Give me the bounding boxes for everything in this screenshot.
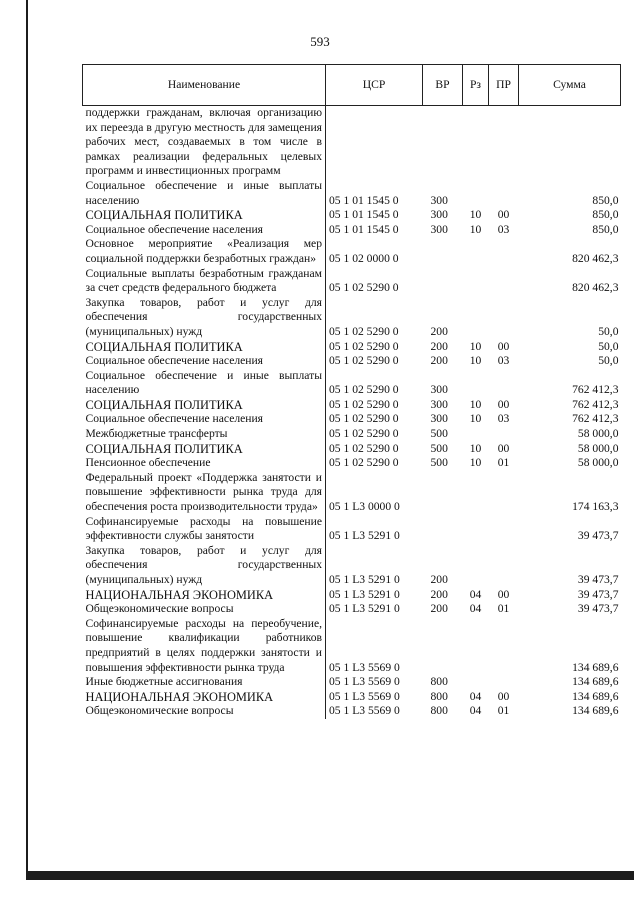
cell-pr: 00 bbox=[497, 339, 510, 353]
cell-vr: 800 bbox=[430, 704, 448, 718]
cell-rz: 10 bbox=[469, 208, 482, 222]
cell-rz: 10 bbox=[469, 222, 482, 236]
cell-vr bbox=[423, 471, 463, 515]
cell-sum: 50,0 bbox=[598, 354, 619, 368]
cell-pr: 01 bbox=[497, 456, 510, 470]
cell-name: Общеэкономические вопросы bbox=[83, 602, 326, 617]
table-row bbox=[83, 179, 621, 208]
cell-csr: 05 1 02 5290 0 bbox=[329, 441, 399, 455]
table-row bbox=[83, 617, 621, 675]
cell-pr: 00 bbox=[497, 397, 510, 411]
cell-csr: 05 1 02 5290 0 bbox=[329, 383, 399, 397]
cell-pr: 00 bbox=[497, 587, 510, 601]
cell-rz bbox=[463, 369, 489, 398]
table-row bbox=[83, 106, 621, 179]
table-row bbox=[83, 427, 621, 442]
cell-pr bbox=[489, 427, 519, 442]
cell-sum: 850,0 bbox=[592, 208, 619, 222]
cell-rz: 10 bbox=[469, 397, 482, 411]
cell-csr: 05 1 L3 5291 0 bbox=[329, 573, 400, 586]
cell-csr: 05 1 L3 5291 0 bbox=[329, 602, 400, 616]
cell-csr: 05 1 L3 5291 0 bbox=[329, 529, 400, 543]
page-number: 593 bbox=[310, 34, 330, 49]
cell-sum: 134 689,6 bbox=[572, 660, 619, 674]
cell-csr: 05 1 02 0000 0 bbox=[329, 251, 399, 265]
header-rz: Рз bbox=[463, 65, 489, 106]
cell-csr: 05 1 02 5290 0 bbox=[329, 412, 399, 426]
cell-pr: 00 bbox=[497, 689, 510, 703]
cell-name: СОЦИАЛЬНАЯ ПОЛИТИКА bbox=[83, 208, 326, 223]
table-body bbox=[83, 106, 621, 719]
cell-name: Софинансируемые расходы на переобучение, повышение квалификации работников предприятий в целях поддержки занятости и повышения эффективности рынка труда bbox=[83, 617, 326, 675]
cell-sum: 762 412,3 bbox=[572, 412, 619, 426]
cell-csr: 05 1 01 1545 0 bbox=[329, 222, 399, 236]
cell-sum: 820 462,3 bbox=[572, 281, 619, 295]
cell-sum: 762 412,3 bbox=[572, 383, 619, 397]
cell-csr: 05 1 L3 0000 0 bbox=[329, 500, 400, 514]
cell-vr: 300 bbox=[430, 222, 448, 236]
cell-sum bbox=[519, 106, 621, 179]
cell-rz: 04 bbox=[469, 689, 482, 703]
cell-csr: 05 1 01 1545 0 bbox=[329, 208, 399, 222]
cell-rz: 04 bbox=[469, 587, 482, 601]
cell-vr: 300 bbox=[430, 193, 448, 207]
cell-name: СОЦИАЛЬНАЯ ПОЛИТИКА bbox=[83, 340, 326, 355]
cell-rz: 10 bbox=[469, 354, 482, 368]
table-row bbox=[83, 369, 621, 398]
header-vr: ВР bbox=[423, 65, 463, 106]
table-row bbox=[83, 267, 621, 296]
cell-name: Закупка товаров, работ и услуг для обеспечения государственных (муниципальных) нужд bbox=[83, 296, 326, 340]
cell-pr bbox=[489, 106, 519, 179]
table-row bbox=[83, 354, 621, 369]
cell-sum: 850,0 bbox=[592, 193, 619, 207]
cell-rz bbox=[463, 267, 489, 296]
table-header bbox=[83, 65, 621, 106]
cell-name: Общеэкономические вопросы bbox=[83, 704, 326, 719]
cell-vr: 200 bbox=[430, 324, 448, 338]
cell-csr: 05 1 L3 5569 0 bbox=[329, 675, 400, 689]
cell-vr: 200 bbox=[430, 339, 448, 353]
cell-name: Социальное обеспечение и иные выплаты населению bbox=[83, 369, 326, 398]
cell-vr: 800 bbox=[430, 689, 448, 703]
cell-csr: 05 1 02 5290 0 bbox=[329, 397, 399, 411]
cell-pr bbox=[489, 296, 519, 340]
cell-pr bbox=[489, 544, 519, 588]
table-row bbox=[83, 398, 621, 413]
cell-name: Федеральный проект «Поддержка занятости и повышение эффективности рынка труда для обеспечения роста производительности труда» bbox=[83, 471, 326, 515]
cell-csr: 05 1 L3 5569 0 bbox=[329, 660, 400, 674]
cell-vr: 800 bbox=[430, 675, 448, 689]
table-row bbox=[83, 237, 621, 266]
cell-sum: 820 462,3 bbox=[572, 251, 619, 265]
cell-pr bbox=[489, 179, 519, 208]
header-row bbox=[83, 65, 621, 106]
cell-name: Основное мероприятие «Реализация мер социальной поддержки безработных граждан» bbox=[83, 237, 326, 266]
table-row bbox=[83, 602, 621, 617]
table-row bbox=[83, 223, 621, 238]
cell-sum: 58 000,0 bbox=[577, 456, 619, 470]
cell-rz bbox=[463, 617, 489, 675]
table-row bbox=[83, 515, 621, 544]
cell-name: поддержки гражданам, включая организацию их переезда в другую местность для замещения рабочих мест, создаваемых в том числе в рамках реализации федеральных целевых программ и инвестиционных программ bbox=[83, 106, 326, 179]
cell-pr bbox=[489, 617, 519, 675]
header-csr: ЦСР bbox=[326, 65, 423, 106]
table-row bbox=[83, 340, 621, 355]
cell-sum: 134 689,6 bbox=[572, 704, 619, 718]
cell-sum: 850,0 bbox=[592, 222, 619, 236]
cell-name: СОЦИАЛЬНАЯ ПОЛИТИКА bbox=[83, 442, 326, 457]
cell-name: НАЦИОНАЛЬНАЯ ЭКОНОМИКА bbox=[83, 588, 326, 603]
cell-rz bbox=[463, 544, 489, 588]
cell-vr bbox=[423, 267, 463, 296]
cell-pr bbox=[489, 515, 519, 544]
table-row bbox=[83, 296, 621, 340]
table-row bbox=[83, 471, 621, 515]
cell-sum: 58 000,0 bbox=[577, 441, 619, 455]
cell-pr: 00 bbox=[497, 441, 510, 455]
cell-name: Иные бюджетные ассигнования bbox=[83, 675, 326, 690]
table-row bbox=[83, 442, 621, 457]
cell-name: Социальное обеспечение и иные выплаты населению bbox=[83, 179, 326, 208]
cell-vr: 200 bbox=[430, 354, 448, 368]
cell-pr: 03 bbox=[497, 412, 510, 426]
cell-name: СОЦИАЛЬНАЯ ПОЛИТИКА bbox=[83, 398, 326, 413]
cell-csr: 05 1 02 5290 0 bbox=[329, 456, 399, 470]
cell-vr bbox=[423, 106, 463, 179]
cell-sum: 50,0 bbox=[598, 324, 619, 338]
cell-vr: 300 bbox=[430, 397, 448, 411]
cell-vr bbox=[423, 617, 463, 675]
header-name: Наименование bbox=[83, 65, 326, 106]
cell-sum: 134 689,6 bbox=[572, 689, 619, 703]
cell-vr: 200 bbox=[430, 587, 448, 601]
table-row bbox=[83, 544, 621, 588]
cell-vr: 200 bbox=[430, 602, 448, 616]
cell-csr: 05 1 L3 5569 0 bbox=[329, 704, 400, 718]
cell-csr: 05 1 02 5290 0 bbox=[329, 354, 399, 368]
cell-pr: 03 bbox=[497, 354, 510, 368]
scan-edge-left bbox=[26, 0, 28, 880]
cell-sum: 39 473,7 bbox=[577, 529, 619, 543]
cell-rz bbox=[463, 179, 489, 208]
cell-rz bbox=[463, 106, 489, 179]
table-row bbox=[83, 588, 621, 603]
cell-rz: 10 bbox=[469, 456, 482, 470]
table-row bbox=[83, 690, 621, 705]
cell-vr bbox=[423, 515, 463, 544]
cell-name: Закупка товаров, работ и услуг для обеспечения государственных (муниципальных) нужд bbox=[83, 544, 326, 588]
cell-name: Социальное обеспечение населения bbox=[83, 412, 326, 427]
cell-sum: 58 000,0 bbox=[577, 427, 619, 441]
cell-name: Пенсионное обеспечение bbox=[83, 456, 326, 471]
table-row bbox=[83, 412, 621, 427]
cell-rz: 10 bbox=[469, 441, 482, 455]
table-row bbox=[83, 704, 621, 719]
header-pr: ПР bbox=[489, 65, 519, 106]
cell-rz bbox=[463, 237, 489, 266]
cell-vr: 300 bbox=[430, 383, 448, 397]
cell-rz: 04 bbox=[469, 602, 482, 616]
cell-name: Социальные выплаты безработным гражданам за счет средств федерального бюджета bbox=[83, 267, 326, 296]
cell-pr bbox=[489, 471, 519, 515]
cell-vr bbox=[423, 237, 463, 266]
cell-sum: 39 473,7 bbox=[577, 602, 619, 616]
cell-vr: 500 bbox=[430, 427, 448, 441]
budget-table bbox=[82, 64, 621, 719]
cell-sum: 762 412,3 bbox=[572, 397, 619, 411]
cell-rz: 04 bbox=[469, 704, 482, 718]
cell-vr: 300 bbox=[430, 208, 448, 222]
cell-name: НАЦИОНАЛЬНАЯ ЭКОНОМИКА bbox=[83, 690, 326, 705]
cell-pr: 01 bbox=[497, 602, 510, 616]
cell-name: Софинансируемые расходы на повышение эффективности службы занятости bbox=[83, 515, 326, 544]
cell-csr: 05 1 L3 5569 0 bbox=[329, 689, 400, 703]
cell-sum: 174 163,3 bbox=[572, 500, 619, 514]
cell-name: Социальное обеспечение населения bbox=[83, 354, 326, 369]
cell-csr: 05 1 02 5290 0 bbox=[329, 427, 399, 441]
cell-pr bbox=[489, 675, 519, 690]
cell-rz bbox=[463, 515, 489, 544]
cell-csr: 05 1 01 1545 0 bbox=[329, 193, 399, 207]
cell-rz bbox=[463, 471, 489, 515]
cell-pr bbox=[489, 369, 519, 398]
cell-pr bbox=[489, 237, 519, 266]
cell-sum: 39 473,7 bbox=[577, 587, 619, 601]
cell-sum: 50,0 bbox=[598, 339, 619, 353]
cell-rz: 10 bbox=[469, 412, 482, 426]
table-row bbox=[83, 675, 621, 690]
cell-rz bbox=[463, 296, 489, 340]
cell-pr: 01 bbox=[497, 704, 510, 718]
header-sum: Сумма bbox=[519, 65, 621, 106]
cell-rz bbox=[463, 675, 489, 690]
cell-csr: 05 1 L3 5291 0 bbox=[329, 587, 400, 601]
cell-rz: 10 bbox=[469, 339, 482, 353]
cell-rz bbox=[463, 427, 489, 442]
scan-edge-bottom bbox=[26, 871, 634, 880]
cell-csr: 05 1 02 5290 0 bbox=[329, 339, 399, 353]
cell-vr: 500 bbox=[430, 456, 448, 470]
cell-pr: 00 bbox=[497, 208, 510, 222]
cell-csr: 05 1 02 5290 0 bbox=[329, 324, 399, 338]
cell-pr: 03 bbox=[497, 222, 510, 236]
cell-sum: 39 473,7 bbox=[577, 573, 619, 586]
table-row bbox=[83, 208, 621, 223]
cell-name: Межбюджетные трансферты bbox=[83, 427, 326, 442]
cell-vr: 500 bbox=[430, 441, 448, 455]
cell-name: Социальное обеспечение населения bbox=[83, 223, 326, 238]
cell-vr: 300 bbox=[430, 412, 448, 426]
cell-csr bbox=[326, 106, 423, 179]
table-row bbox=[83, 456, 621, 471]
cell-pr bbox=[489, 267, 519, 296]
cell-vr: 200 bbox=[430, 573, 448, 586]
cell-sum: 134 689,6 bbox=[572, 675, 619, 689]
cell-csr: 05 1 02 5290 0 bbox=[329, 281, 399, 295]
